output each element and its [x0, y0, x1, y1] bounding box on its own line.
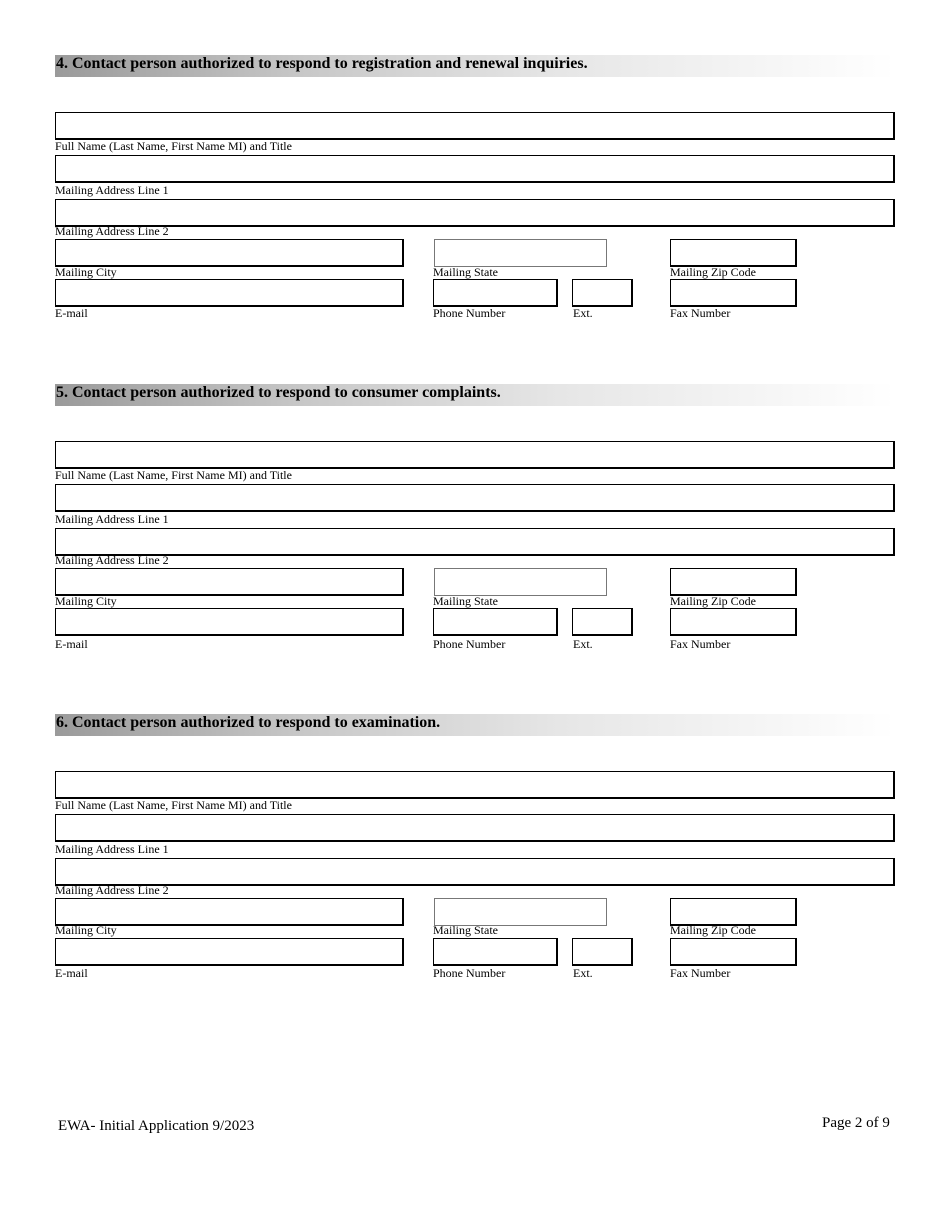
- phone-label: Phone Number: [433, 637, 506, 651]
- city-field[interactable]: [55, 898, 404, 926]
- email-label: E-mail: [55, 637, 88, 651]
- state-label: Mailing State: [433, 265, 498, 279]
- phone-label: Phone Number: [433, 966, 506, 980]
- section-6: [0, 659, 950, 989]
- ext-label: Ext.: [573, 637, 593, 651]
- state-field[interactable]: [434, 239, 607, 267]
- zip-label: Mailing Zip Code: [670, 923, 756, 937]
- phone-label: Phone Number: [433, 306, 506, 320]
- fax-label: Fax Number: [670, 306, 731, 320]
- section-title: 4. Contact person authorized to respond to registration and renewal inquiries.: [56, 55, 588, 72]
- email-field[interactable]: [55, 279, 404, 307]
- ext-label: Ext.: [573, 966, 593, 980]
- phone-field[interactable]: [433, 608, 558, 636]
- state-field[interactable]: [434, 568, 607, 596]
- city-label: Mailing City: [55, 923, 117, 937]
- address-line-2-field[interactable]: [55, 528, 895, 556]
- page-number: Page 2 of 9: [822, 1115, 890, 1131]
- state-label: Mailing State: [433, 594, 498, 608]
- address-line-1-field[interactable]: [55, 484, 895, 512]
- fax-label: Fax Number: [670, 966, 731, 980]
- zip-label: Mailing Zip Code: [670, 594, 756, 608]
- email-field[interactable]: [55, 608, 404, 636]
- state-field[interactable]: [434, 898, 607, 926]
- section-4: [0, 0, 950, 330]
- full-name-label: Full Name (Last Name, First Name MI) and Title: [55, 139, 292, 153]
- address-line-2-field[interactable]: [55, 858, 895, 886]
- full-name-field[interactable]: [55, 441, 895, 469]
- fax-field[interactable]: [670, 938, 797, 966]
- phone-field[interactable]: [433, 279, 558, 307]
- email-label: E-mail: [55, 306, 88, 320]
- zip-field[interactable]: [670, 898, 797, 926]
- zip-field[interactable]: [670, 239, 797, 267]
- address-line-1-label: Mailing Address Line 1: [55, 183, 169, 197]
- full-name-label: Full Name (Last Name, First Name MI) and Title: [55, 798, 292, 812]
- email-field[interactable]: [55, 938, 404, 966]
- city-field[interactable]: [55, 239, 404, 267]
- section-title: 6. Contact person authorized to respond to examination.: [56, 714, 441, 731]
- zip-label: Mailing Zip Code: [670, 265, 756, 279]
- fax-field[interactable]: [670, 279, 797, 307]
- city-label: Mailing City: [55, 594, 117, 608]
- full-name-field[interactable]: [55, 112, 895, 140]
- address-line-1-label: Mailing Address Line 1: [55, 512, 169, 526]
- address-line-1-field[interactable]: [55, 814, 895, 842]
- section-title: 5. Contact person authorized to respond to consumer complaints.: [56, 384, 501, 401]
- ext-field[interactable]: [572, 938, 633, 966]
- ext-label: Ext.: [573, 306, 593, 320]
- full-name-field[interactable]: [55, 771, 895, 799]
- form-identifier: EWA- Initial Application 9/2023: [58, 1118, 255, 1134]
- phone-field[interactable]: [433, 938, 558, 966]
- fax-field[interactable]: [670, 608, 797, 636]
- zip-field[interactable]: [670, 568, 797, 596]
- city-field[interactable]: [55, 568, 404, 596]
- ext-field[interactable]: [572, 279, 633, 307]
- fax-label: Fax Number: [670, 637, 731, 651]
- address-line-2-label: Mailing Address Line 2: [55, 553, 169, 567]
- city-label: Mailing City: [55, 265, 117, 279]
- address-line-1-field[interactable]: [55, 155, 895, 183]
- ext-field[interactable]: [572, 608, 633, 636]
- address-line-1-label: Mailing Address Line 1: [55, 842, 169, 856]
- address-line-2-field[interactable]: [55, 199, 895, 227]
- email-label: E-mail: [55, 966, 88, 980]
- address-line-2-label: Mailing Address Line 2: [55, 883, 169, 897]
- state-label: Mailing State: [433, 923, 498, 937]
- address-line-2-label: Mailing Address Line 2: [55, 224, 169, 238]
- section-5: [0, 329, 950, 659]
- full-name-label: Full Name (Last Name, First Name MI) and Title: [55, 468, 292, 482]
